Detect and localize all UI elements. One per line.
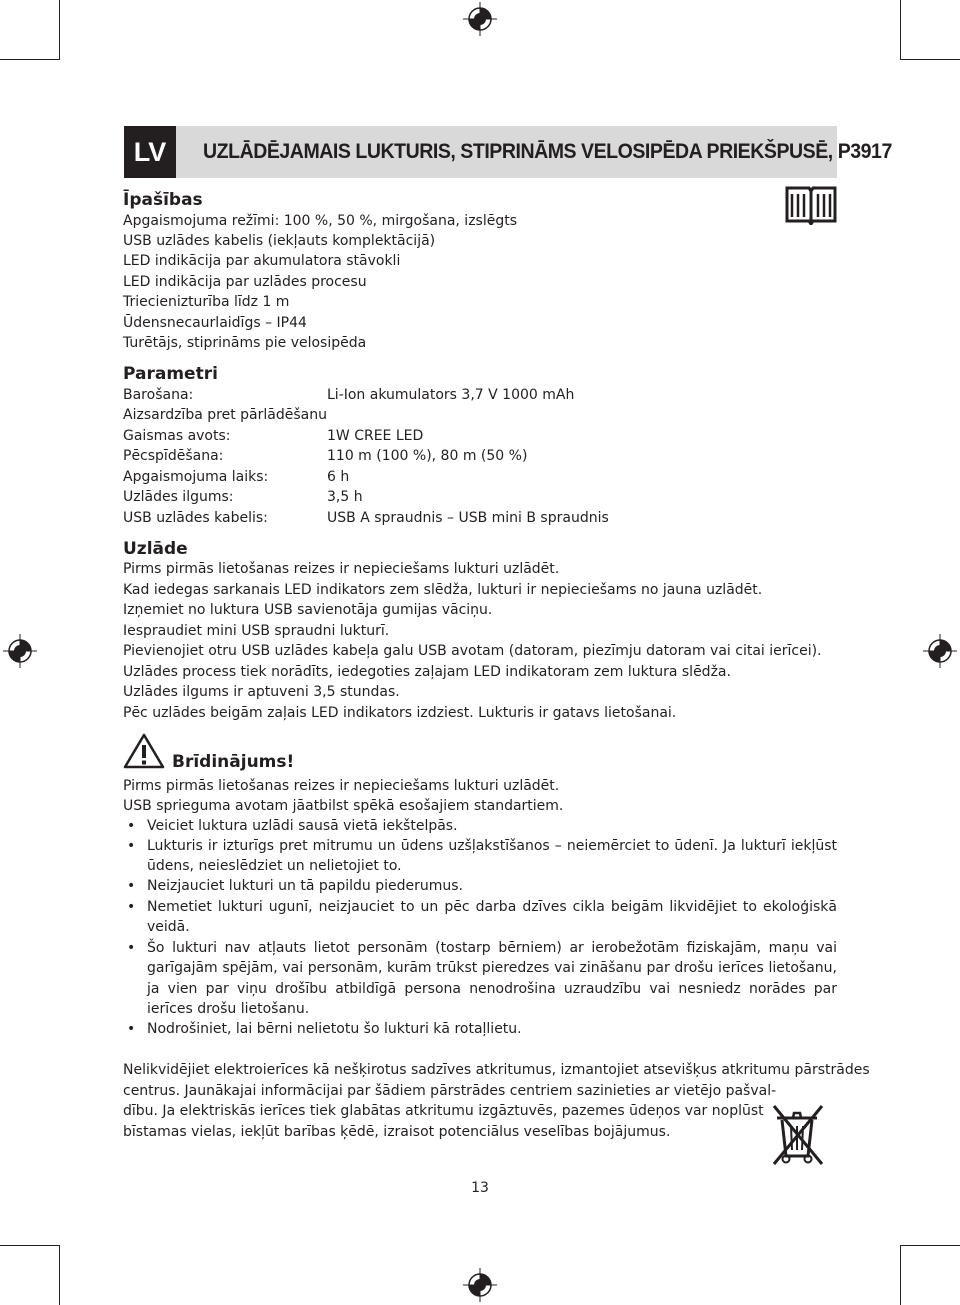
- charging-line: Uzlādes ilgums ir aptuveni 3,5 stundas.: [123, 684, 400, 700]
- charging-heading: Uzlāde: [123, 539, 188, 559]
- disposal-line: centrus. Jaunākajai informācijai par šādiem pārstrādes centriem sazinieties ar vietējo pašval-: [123, 1083, 777, 1099]
- param-value: USB A spraudnis – USB mini B spraudnis: [327, 510, 609, 526]
- features-heading: Īpašības: [123, 190, 203, 210]
- param-label: Uzlādes ilgums:: [123, 489, 234, 505]
- warning-intro: USB sprieguma avotam jāatbilst spēkā esošajiem standartiem.: [123, 798, 564, 814]
- charging-line: Pēc uzlādes beigām zaļais LED indikators izdziest. Lukturis ir gatavs lietošanai.: [123, 705, 677, 721]
- param-label: Apgaismojuma laiks:: [123, 469, 269, 485]
- charging-line: Pirms pirmās lietošanas reizes ir nepieciešams lukturi uzlādēt.: [123, 561, 560, 577]
- warning-bullet: Šo lukturi nav atļauts lietot personām (tostarp bērniem) ar ierobežotām fiziskajām, maņu vai garīgajām spējām, vai personām, kurām trūkst pieredzes vai zināšanu par drošu ierīces lietošanu, ja vien par viņu drošību atbildīgā persona nenodrošina uzraudzību vai nesniedz norādes par ierīces drošu lietošanu.: [147, 940, 837, 1018]
- parameters-heading: Parametri: [123, 364, 218, 384]
- crop-mark: [59, 0, 60, 60]
- feature-item: LED indikācija par akumulatora stāvokli: [123, 253, 401, 269]
- charging-line: Kad iedegas sarkanais LED indikators zem slēdža, lukturi ir nepieciešams no jauna uzlādēt.: [123, 582, 763, 598]
- param-label: Aizsardzība pret pārlādēšanu: [123, 407, 327, 423]
- param-label: Gaismas avots:: [123, 428, 231, 444]
- param-label: USB uzlādes kabelis:: [123, 510, 268, 526]
- feature-item: LED indikācija par uzlādes procesu: [123, 274, 367, 290]
- feature-item: Ūdensnecaurlaidīgs – IP44: [123, 315, 307, 331]
- param-value: 1W CREE LED: [327, 428, 424, 444]
- warning-bullet: Lukturis ir izturīgs pret mitrumu un ūdens uzšļakstīšanos – neiemērciet to ūdenī. Ja lukturī iekļūst ūdens, neieslēdziet un nelietojiet to.: [147, 838, 837, 875]
- feature-item: Apgaismojuma režīmi: 100 %, 50 %, mirgošana, izslēgts: [123, 213, 518, 229]
- warning-bullet: Veiciet luktura uzlādi sausā vietā iekštelpās.: [147, 818, 458, 834]
- param-value: 6 h: [327, 469, 350, 485]
- warning-bullet: Neizjauciet lukturi un tā papildu piederumus.: [147, 878, 463, 894]
- warning-heading: Brīdinājums!: [172, 752, 295, 772]
- language-badge: LV: [124, 126, 176, 178]
- warning-bullet: Nemetiet lukturi ugunī, neizjauciet to un pēc darba dzīves cikla beigām likvidējiet to ekoloģiskā veidā.: [147, 899, 837, 936]
- charging-line: Uzlādes process tiek norādīts, iedegoties zaļajam LED indikatoram zem luktura slēdža.: [123, 664, 731, 680]
- bullet-marker: •: [127, 878, 136, 894]
- warning-triangle-icon: [123, 733, 165, 769]
- param-label: Barošana:: [123, 387, 194, 403]
- page-number: 13: [471, 1180, 489, 1196]
- disposal-line: dību. Ja elektriskās ierīces tiek glabātas atkritumu izgāztuvēs, pazemes ūdeņos var noplūst: [123, 1103, 764, 1119]
- disposal-line: Nelikvidējiet elektroierīces kā nešķirotus sadzīves atkritumus, izmantojiet atsevišķus atkritumu pārstrādes: [123, 1062, 870, 1078]
- charging-line: Iespraudiet mini USB spraudni lukturī.: [123, 623, 390, 639]
- warning-bullet: Nodrošiniet, lai bērni nelietotu šo lukturi kā rotaļlietu.: [147, 1021, 522, 1037]
- crop-mark: [0, 1245, 60, 1246]
- bullet-marker: •: [127, 818, 136, 834]
- crop-mark: [900, 1245, 960, 1246]
- registration-mark-icon: [3, 634, 37, 668]
- feature-item: USB uzlādes kabelis (iekļauts komplektācijā): [123, 233, 436, 249]
- crop-mark: [0, 59, 60, 60]
- registration-mark-icon: [463, 2, 497, 36]
- registration-mark-icon: [463, 1268, 497, 1302]
- crossed-out-bin-icon: [767, 1100, 831, 1168]
- param-value: 3,5 h: [327, 489, 363, 505]
- page-title: UZLĀDĒJAMAIS LUKTURIS, STIPRINĀMS VELOSIPĒDA PRIEKŠPUSĒ, P3917: [203, 140, 892, 163]
- crop-mark: [900, 0, 901, 60]
- crop-mark: [900, 1245, 901, 1305]
- param-value: Li-Ion akumulators 3,7 V 1000 mAh: [327, 387, 575, 403]
- bullet-marker: •: [127, 940, 136, 956]
- param-label: Pēcspīdēšana:: [123, 448, 224, 464]
- bullet-marker: •: [127, 1021, 136, 1037]
- bullet-marker: •: [127, 899, 136, 915]
- crop-mark: [59, 1245, 60, 1305]
- bullet-marker: •: [127, 838, 136, 854]
- disposal-line: bīstamas vielas, iekļūt barības ķēdē, izraisot potenciālus veselības bojājumus.: [123, 1124, 671, 1140]
- charging-line: Pievienojiet otru USB uzlādes kabeļa galu USB avotam (datoram, piezīmju datoram vai citai ierīcei).: [123, 643, 822, 659]
- charging-line: Izņemiet no luktura USB savienotāja gumijas vāciņu.: [123, 602, 493, 618]
- warning-intro: Pirms pirmās lietošanas reizes ir nepieciešams lukturi uzlādēt.: [123, 778, 560, 794]
- open-book-icon: [784, 183, 838, 225]
- feature-item: Turētājs, stiprināms pie velosipēda: [123, 335, 367, 351]
- param-value: 110 m (100 %), 80 m (50 %): [327, 448, 528, 464]
- feature-item: Triecienizturība līdz 1 m: [123, 294, 290, 310]
- crop-mark: [900, 59, 960, 60]
- registration-mark-icon: [923, 634, 957, 668]
